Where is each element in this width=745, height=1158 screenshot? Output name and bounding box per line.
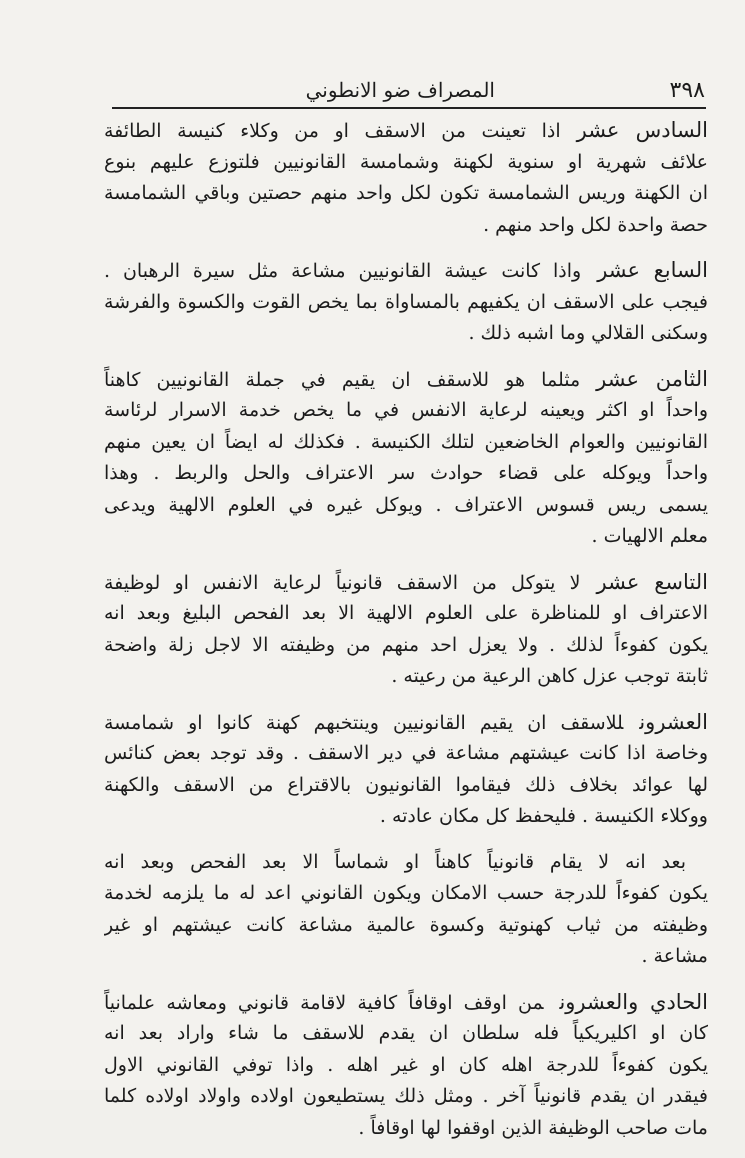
text-line xyxy=(104,878,708,910)
text-line xyxy=(104,941,708,973)
line-text: للاسقف ان يقيم القانونيين وينتخبهم كهنة كانوا او شمامسة xyxy=(104,711,624,734)
text-line xyxy=(104,910,708,942)
line-text: وسكنى القلالي وما اشبه ذلك . xyxy=(468,322,708,344)
text-line xyxy=(104,318,708,350)
line-text: علائف شهرية او سنوية لكهنة وشمامسة القانونيين فلتوزع عليهم بنوع xyxy=(104,150,708,173)
line-text: لا يتوكل من الاسقف قانونياً لرعاية الانفس او لوظيفة xyxy=(104,571,581,594)
line-text: ثابتة توجب عزل كاهن الرعية من رعيته . xyxy=(391,665,708,687)
text-line xyxy=(104,255,708,287)
line-text: مشاعة . xyxy=(641,945,708,967)
line-text: معلم الالهيات . xyxy=(591,525,708,547)
line-text: كان او اكليريكياً فله سلطان ان يقدم للاسقف ما شاء واراد بعد انه xyxy=(104,1022,708,1044)
paragraph xyxy=(104,847,708,973)
text-line xyxy=(104,147,708,179)
line-text: القانونيين والعوام الخاضعين لتلك الكنيسة . فكذلك له ايضاً ان يعين منهم xyxy=(104,430,708,453)
paragraph xyxy=(104,567,708,693)
line-text: وظيفته من ثياب كهنوتية وكسوة عالمية مشاعة كانت عيشتهم او غير xyxy=(104,913,708,936)
text-line xyxy=(104,210,708,242)
text-line xyxy=(104,490,708,522)
line-text: فيقدر ان يقدم قانونياً آخر . ومثل ذلك يستطيعون اولاده واولاد اولاده كلما xyxy=(104,1085,708,1107)
line-text: ووكلاء الكنيسة . فليحفظ كل مكان عادته . xyxy=(379,805,708,827)
text-line xyxy=(104,458,708,490)
paragraph xyxy=(104,115,708,241)
line-text: فيجب على الاسقف ان يكفيهم بالمساواة بما يخص القوت والكسوة والفرشة xyxy=(104,290,708,313)
line-text: مات صاحب الوظيفة الذين اوقفوا لها اوقافاً . xyxy=(358,1116,708,1139)
line-text: حصة واحدة لكل واحد منهم . xyxy=(483,213,708,236)
text-line xyxy=(104,1018,708,1050)
text-line xyxy=(104,1113,708,1145)
paragraph xyxy=(104,987,708,1145)
article-heading: الثامن عشر xyxy=(596,366,708,391)
text-line xyxy=(104,178,708,210)
line-text: الاعتراف او للمناظرة على العلوم الالهية الا بعد الفحص البليغ وبعد انه xyxy=(104,602,708,624)
text-line xyxy=(104,115,708,147)
text-line xyxy=(104,661,708,693)
line-text: واحداً ويوكله على قضاء حوادث سر الاعتراف والحل والربط . وهذا xyxy=(104,462,708,484)
line-text: من اوقف اوقافاً كافية لاقامة قانوني ومعاشه علمانياً xyxy=(104,991,544,1014)
text-line xyxy=(104,427,708,459)
paragraph xyxy=(104,707,708,833)
header-rule xyxy=(112,107,706,109)
article-heading: العشرون xyxy=(639,709,708,734)
line-text: يسمى ريس قسوس الاعتراف . ويوكل غيره في العلوم الالهية ويدعى xyxy=(104,493,708,516)
text-line xyxy=(104,567,708,599)
article-heading: التاسع عشر xyxy=(596,569,708,594)
text-line xyxy=(104,598,708,630)
article-heading: الحادي والعشرون xyxy=(559,989,708,1014)
line-text: بعد انه لا يقام قانونياً كاهناً او شماساً الا بعد الفحص وبعد انه xyxy=(104,850,686,873)
line-text: يكون كفوءاً لذلك . ولا يعزل احد منهم من وظيفته الا لاجل زلة واضحة xyxy=(104,633,708,656)
text-line xyxy=(104,1081,708,1113)
page-number: ٣٩٨ xyxy=(669,78,705,103)
text-line xyxy=(104,1050,708,1082)
article-heading: السابع عشر xyxy=(597,258,708,282)
line-text: اذا تعينت من الاسقف او من وكلاء كنيسة الطائفة xyxy=(104,120,561,142)
line-text: ان الكهنة وريس الشمامسة تكون لكل واحد منهم حصتين وباقي الشمامسة xyxy=(104,182,708,204)
line-text: وخاصة اذا كانت عيشتهم مشاعة في دير الاسقف . وقد توجد بعض كنائس xyxy=(104,742,708,764)
line-text: لها عوائد بخلاف ذلك فيقاموا القانونيون بالاقتراع من الاسقف والكهنة xyxy=(104,773,708,796)
paragraph xyxy=(104,364,708,553)
article-heading: السادس عشر xyxy=(576,118,708,142)
running-title: المصراف ضو الانطوني xyxy=(305,78,495,102)
line-text: يكون كفوءاً للدرجة اهله كان او غير اهله . واذا توفي القانوني الاول xyxy=(104,1053,708,1076)
line-text: واحداً او اكثر ويعينه لرعاية الانفس في ما يخص خدمة الاسرار لرئاسة xyxy=(104,399,708,421)
text-line xyxy=(104,801,708,833)
text-line xyxy=(104,987,708,1019)
text-line xyxy=(104,521,708,553)
text-line xyxy=(104,630,708,662)
page-header xyxy=(112,78,705,104)
line-text: مثلما هو للاسقف ان يقيم في جملة القانونيين كاهناً xyxy=(104,368,581,391)
text-line xyxy=(104,287,708,319)
page-body xyxy=(104,115,708,1158)
text-line xyxy=(104,738,708,770)
text-line xyxy=(104,364,708,396)
line-text: واذا كانت عيشة القانونيين مشاعة مثل سيرة الرهبان . xyxy=(104,260,582,282)
text-line xyxy=(104,770,708,802)
text-line xyxy=(104,847,708,879)
paragraph xyxy=(104,255,708,350)
text-line xyxy=(104,395,708,427)
line-text: يكون كفوءاً للدرجة حسب الامكان ويكون القانوني اعد له ما يلزمه لخدمة xyxy=(104,882,708,904)
text-line xyxy=(104,707,708,739)
